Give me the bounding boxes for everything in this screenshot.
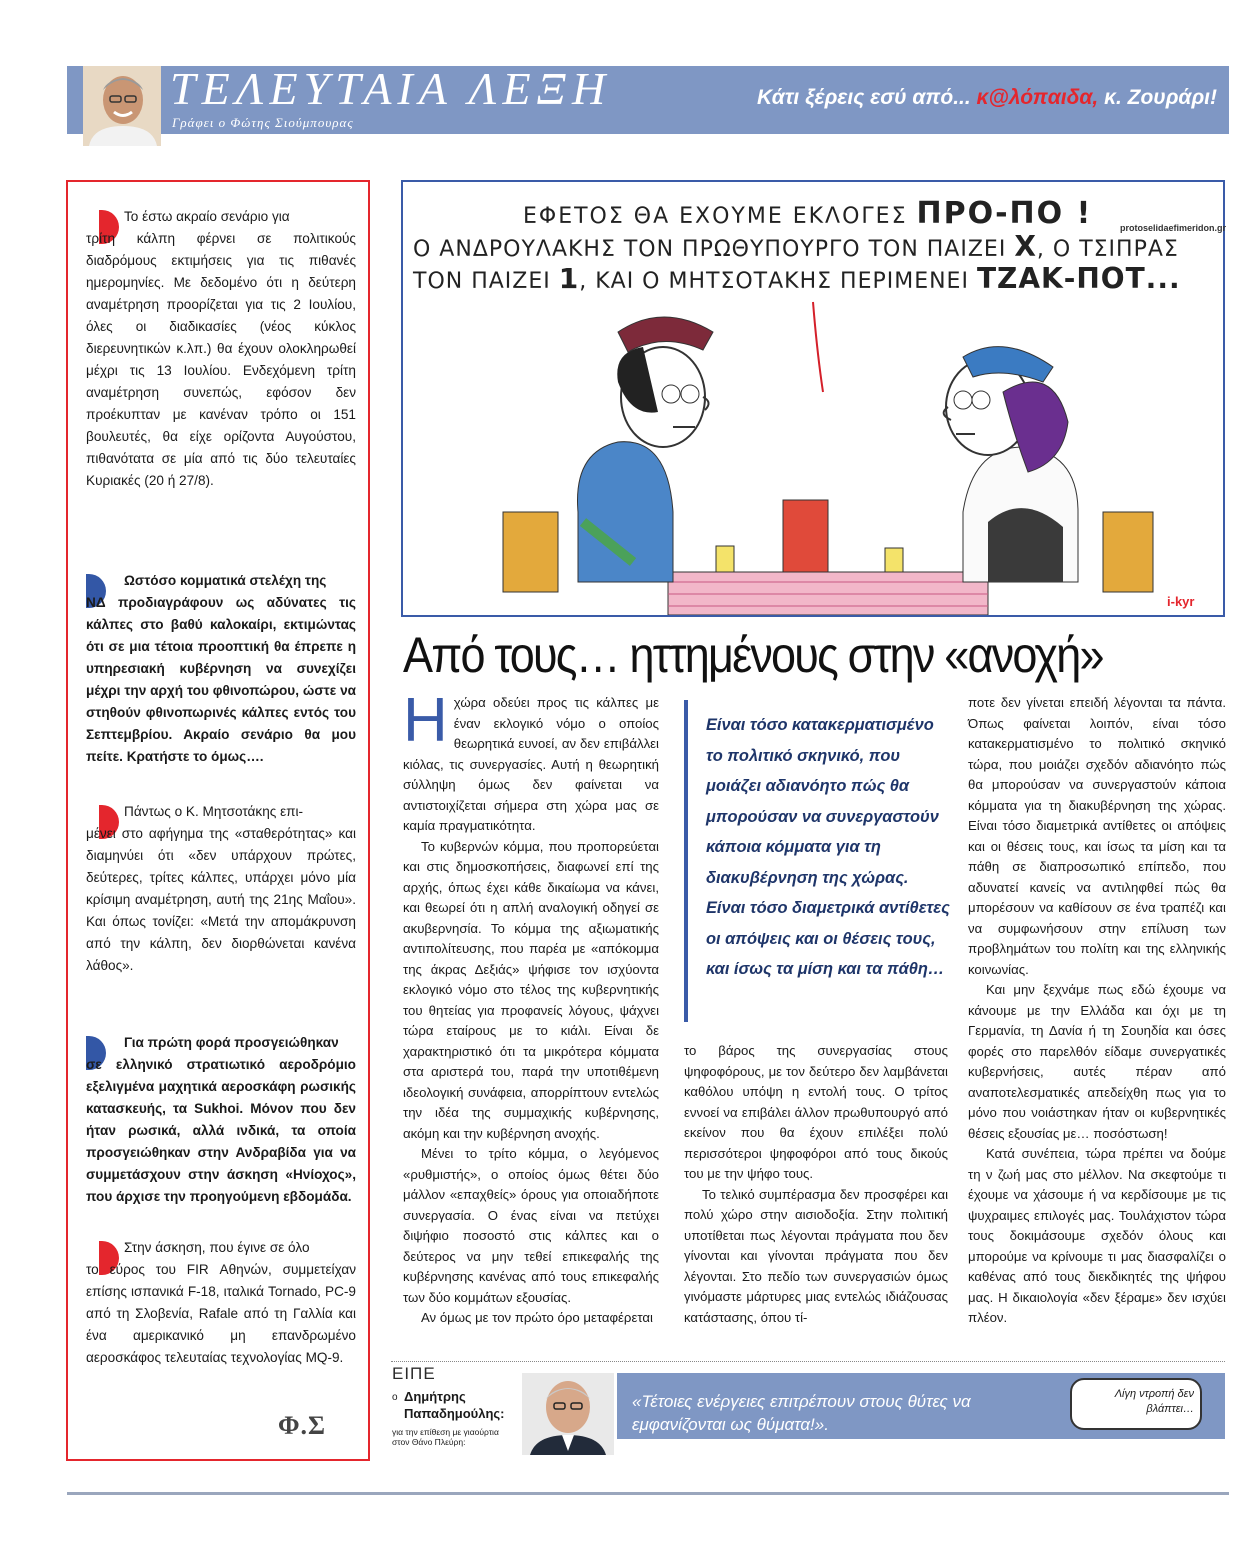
article-headline: Από τους… ηττημένους στην «ανοχή» — [403, 627, 1103, 683]
cartoon-caption-1a: ΕΦΕΤΟΣ ΘΑ ΕΧΟΥΜΕ ΕΚΛΟΓΕΣ — [523, 204, 917, 229]
note-5-text: το εύρος του FIR Αθηνών, συμμετείχαν επίσης ισπανικά F-18, ιταλικά Tornado, PC-9 από τη Σλοβενία, Rafale από τη Γαλλία και ένα αμερικανικό μη επανδρωμένο αεροσκάφος τελευταίας τεχνολογίας MQ-9. — [86, 1262, 356, 1365]
sidebar-note-5 — [86, 1237, 356, 1369]
speaker-name: Δημήτρης Παπαδημούλης: — [404, 1389, 505, 1421]
article-paragraph: χώρα οδεύει προς τις κάλπες με έναν εκλογικό νόμο ο οποίος θεωρητικά ευνοεί, αν δεν επιβάλλει κιόλας, τις συνεργασίες. Αυτή η θεωρητική σύλληψη όμως δεν φαίνεται να αντιστοιχίζεται σήμερα στη χώρα μας σε καμία πραγματικότητα. — [403, 695, 659, 833]
sidebar-note-2 — [86, 570, 356, 768]
note-2-first-line: Ωστόσο κομματικά στελέχη της — [124, 573, 327, 588]
drop-cap: Η — [403, 686, 448, 755]
cartoon-caption-3a: ΤΟΝ ΠΑΙΖΕΙ — [413, 269, 559, 294]
page-bottom-rule — [67, 1492, 1229, 1495]
article-paragraph: Κατά συνέπεια, τώρα πρέπει να δούμε τη ν ζωή μας στο μέλλον. Να σκεφτούμε τι έχουμε να χάσουμε ή να κερδίσουμε με τις ψυχραιμες επιλογές μας. Τουλάχιστον τώρα τους δοκιμάσουμε σχεδόν όλους και μπορούμε να κρίνουμε τι μας διασφαλίζει ο καθένας από τους διεκδικητές της ψήφου μας. Η δικαιολογία «δεν ξέραμε» δεν ισχύει πλέον. — [968, 1146, 1226, 1325]
cartoon-caption-3c: , ΚΑΙ Ο ΜΗΤΣΟΤΑΚΗΣ ΠΕΡΙΜΕΝΕΙ — [579, 269, 977, 294]
columnist-photo — [83, 66, 161, 146]
cartoon-caption-line-2 — [413, 230, 1233, 263]
article-paragraph: ποτε δεν γίνεται επειδή λέγονται τα πάντα. Όπως φαίνεται λοιπόν, είναι τόσο κατακερματισμένο το πολιτικό σκηνικό τώρα, που μοιάζει σχεδόν αδιανόητο πώς θα μπορούσαν να συνεργαστούν κάποια κόμματα για τη διακυβέρνηση της χώρας. Είναι τόσο διαμετρικά αντίθετες οι απόψεις και οι θέσεις τους, και ίσως τα μίση και τα πάθη σε διαπροσωπικό επίπεδο, που αδυνατεί κανείς να αντιληφθεί πώς θα μπορέσουν να καθίσουν σε ένα τραπέζι και να συμφωνήσουν στην επίλυση των προβλημάτων του πολίτη και της ελληνικής κοινωνίας. — [968, 695, 1226, 977]
note-1-text: τρίτη κάλπη φέρνει σε πολιτικούς διαδρόμους εκτιμήσεις για τις πιθανές ημερομηνίες. Με δεδομένο ότι η δεύτερη αναμέτρηση προορίζεται για τις 2 Ιουλίου, όλες οι διαδικασίες (νέος κύκλος διερευνητικών κ.λπ.) θα έχουν ολοκληρωθεί μέχρι τις 13 Ιουλίου. Ενδεχόμενη τρίτη αναμέτρηση συνεπώς, εφόσον δεν προέκυπταν με κανέναν τρόπο οι 151 βουλευτές, θα είχε ορίζοντα Αυγούστου, πιθανότατα σε μία από τις δύο τελευταίες Κυριακές (20 ή 27/8). — [86, 231, 356, 488]
sidebar-note-4 — [86, 1032, 356, 1208]
speaker-article: ο — [392, 1392, 398, 1403]
tagline-before: Κάτι ξέρεις εσύ από... — [757, 86, 977, 109]
speaker-photo — [522, 1373, 614, 1455]
quote-divider — [391, 1361, 1225, 1364]
cartoon-caption-3d: ΤΖΑΚ-ΠΟΤ... — [976, 262, 1181, 295]
note-1-first-line: Το έστω ακραίο σενάριο για — [124, 209, 290, 224]
tagline-accent: κ@λόπαιδα, — [976, 86, 1099, 109]
byline: Γράφει ο Φώτης Σιούμπουρας — [172, 115, 354, 130]
cartoon-caption-1b: ΠΡΟ-ΠΟ ! — [916, 196, 1093, 231]
note-5-first-line: Στην άσκηση, που έγινε σε όλο — [124, 1240, 310, 1255]
tagline — [757, 86, 1217, 110]
cartoon-caption-3b: 1 — [558, 262, 580, 295]
speaker-context: για την επίθεση με γιαούρτια στον Θάνο Πλεύρη: — [392, 1427, 499, 1447]
source-watermark: protoselidaefimeridon.gr — [1120, 223, 1227, 233]
cartoon-caption-2c: , Ο ΤΣΙΠΡΑΣ — [1036, 237, 1179, 262]
article-column-2 — [684, 1041, 948, 1328]
article-column-1 — [403, 686, 659, 1329]
quote-text: «Τέτοιες ενέργειες επιτρέπουν στους θύτες να εμφανίζονται ως θύματα!». — [632, 1392, 971, 1434]
author-signature: Φ.Σ — [278, 1411, 327, 1440]
pull-quote — [684, 700, 950, 1022]
note-3-first-line: Πάντως ο Κ. Μητσοτάκης επι- — [124, 804, 304, 819]
quote-label: ΕΙΠΕ — [392, 1364, 436, 1383]
cartoon-caption-2a: Ο ΑΝΔΡΟΥΛΑΚΗΣ ΤΟΝ ΠΡΩΘΥΠΟΥΡΓΟ ΤΟΝ ΠΑΙΖΕΙ — [413, 237, 1015, 262]
column-title: ΤΕΛΕΥΤΑΙΑ ΛΕΞΗ — [170, 63, 612, 114]
note-4-text: σε ελληνικό στρατιωτικό αεροδρόμιο εξελιγμένα μαχητικά αεροσκάφη ρωσικής κατασκευής, τα Sukhoi. Μόνον που δεν ήταν ρωσικά, αλλά ινδικά, τα οποία προσγειώθηκαν στην Ανδραβίδα για να συμμετάσχουν στην άσκηση «Ηνίοχος», που άρχισε την προηγούμενη εβδομάδα. — [86, 1057, 356, 1204]
article-paragraph: Αν όμως με τον πρώτο όρο μεταφέρεται — [421, 1310, 653, 1325]
sidebar-note-3 — [86, 801, 356, 977]
note-2-text: ΝΔ προδιαγράφουν ως αδύνατες τις κάλπες στο βαθύ καλοκαίρι, εκτιμώντας ότι σε μια τέτοια προοπτική θα έπρεπε η υπηρεσιακή κυβέρνηση να συνεχίζει μέχρι την αρχή του φθινοπώρου, ώστε να στηθούν φθινοπωρινές κάλπες εντός του Σεπτεμβρίου. Ακραίο σενάριο θα μου πείτε. Κρατήστε το όμως…. — [86, 595, 356, 764]
cartoon-caption-line-3 — [413, 262, 1233, 295]
pull-quote-text: Είναι τόσο κατακερματισμένο το πολιτικό σκηνικό, που μοιάζει αδιανόητο πώς θα μπορούσαν να συνεργαστούν κάποια κόμματα για τη διακυβέρνηση της χώρας. Είναι τόσο διαμετρικά αντίθετες οι απόψεις και οι θέσεις τους, και ίσως τα μίση και τα πάθη… — [706, 716, 950, 978]
tagline-after: κ. Ζουράρι! — [1098, 86, 1217, 109]
article-paragraph: Το κυβερνών κόμμα, που προπορεύεται και στις δημοσκοπήσεις, διαφωνεί επί της αρχής, όπως έχει κάθε δικαίωμα να κάνει, και θεωρεί ότι η απλή αναλογική οδηγεί σε ακυβερνησία. Το κόμμα της αξιωματικής αντιπολίτευσης, που παρέα με «απόκομμα της άκρας Δεξιάς» ψήφισε τον ισχύοντα εκλογικό νόμο στο τέλος της κυβερνητικής του θητείας για προφανείς λόγους, ψάχνει τώρα εταίρους με το κιάλι. Είναι δε χαρακτηριστικό ότι τα μικρότερα κόμματα στα αριστερά του, παρά την υποτιθέμενη ιδεολογική συνάφεια, απορρίπτουν εντελώς την ιδέα της συμμαχικής κυβέρνησης, ακόμη και την κυβέρνηση ανοχής. — [403, 838, 659, 1141]
cartoonist-signature: i-kyr — [1167, 594, 1195, 609]
sidebar-note-1 — [86, 206, 356, 492]
note-3-text: μένει στο αφήγημα της «σταθερότητας» και διαμηνύει ότι «δεν υπάρχουν πρώτες, δεύτερες, τρίτες κάλπες, υπάρχει μόνο μία κρίσιμη αναμέτρηση, αυτή της 21ης Μαΐου». Και όπως τονίζει: «Μετά την απομάκρυνση από την κάλπη, δεν διορθώνεται κανένα λάθος». — [86, 826, 356, 973]
article-paragraph: το βάρος της συνεργασίας στους ψηφοφόρους, με τον δεύτερο δεν λαμβάνεται καθόλου υπόψη η εντολή τους. Ο τρίτος εννοεί να επιβάλει άλλον πρωθυπουργό από εκείνον που θα έχουν επιλέξει πολύ περισσότεροι ψηφοφόροι από τους δικούς του με την ψήφο τους. — [684, 1043, 948, 1181]
speech-bubble-text: Λίγη ντροπή δεν βλάπτει… — [1114, 1388, 1194, 1415]
article-paragraph: Και μην ξεχνάμε πως εδώ έχουμε να κάνουμε με την Ελλάδα και όχι με τη Γερμανία, τη Δανία ή τη Σουηδία και όσες φορές στο παρελθόν είδαμε συνεργατικές κυβερνήσεις, αυτές πέραν από αναποτελεσματικές απεδείχθη πως για το μόνο που νοιάστηκαν ήταν οι κυβερνητικές θέσεις εξουσίας με… ποσόστωση! — [968, 982, 1226, 1141]
note-4-first-line: Για πρώτη φορά προσγειώθηκαν — [124, 1035, 339, 1050]
cartoon-caption-2b: Χ — [1014, 230, 1037, 263]
article-paragraph: Μένει το τρίτο κόμμα, ο λεγόμενος «ρυθμιστής», ο οποίος όμως θέτει δύο μάλλον «επαχθείς» όρους για οποιαδήποτε συνεργασία. Ο ένας είναι να πετύχει διψήφιο ποσοστό στις κάλπες και ο δεύτερος να μην τεθεί επικεφαλής της κυβέρνησης κανένας από τους επικεφαλής των δύο κομμάτων εξουσίας. — [403, 1146, 659, 1305]
cartoon-panel — [401, 180, 1225, 617]
article-column-3 — [968, 693, 1226, 1329]
article-paragraph: Το τελικό συμπέρασμα δεν προσφέρει και πολύ χώρο στην αισιοδοξία. Στην πολιτική υποτίθεται πως λέγονται πράγματα που δεν γίνονται και γίνονται πράγματα που δεν λέγονται. Στο πεδίο των συνεργασιών όμως γινόμαστε μάρτυρες μιας εντελώς ιδιάζουσας κατάστασης, όπου τί- — [684, 1186, 948, 1325]
